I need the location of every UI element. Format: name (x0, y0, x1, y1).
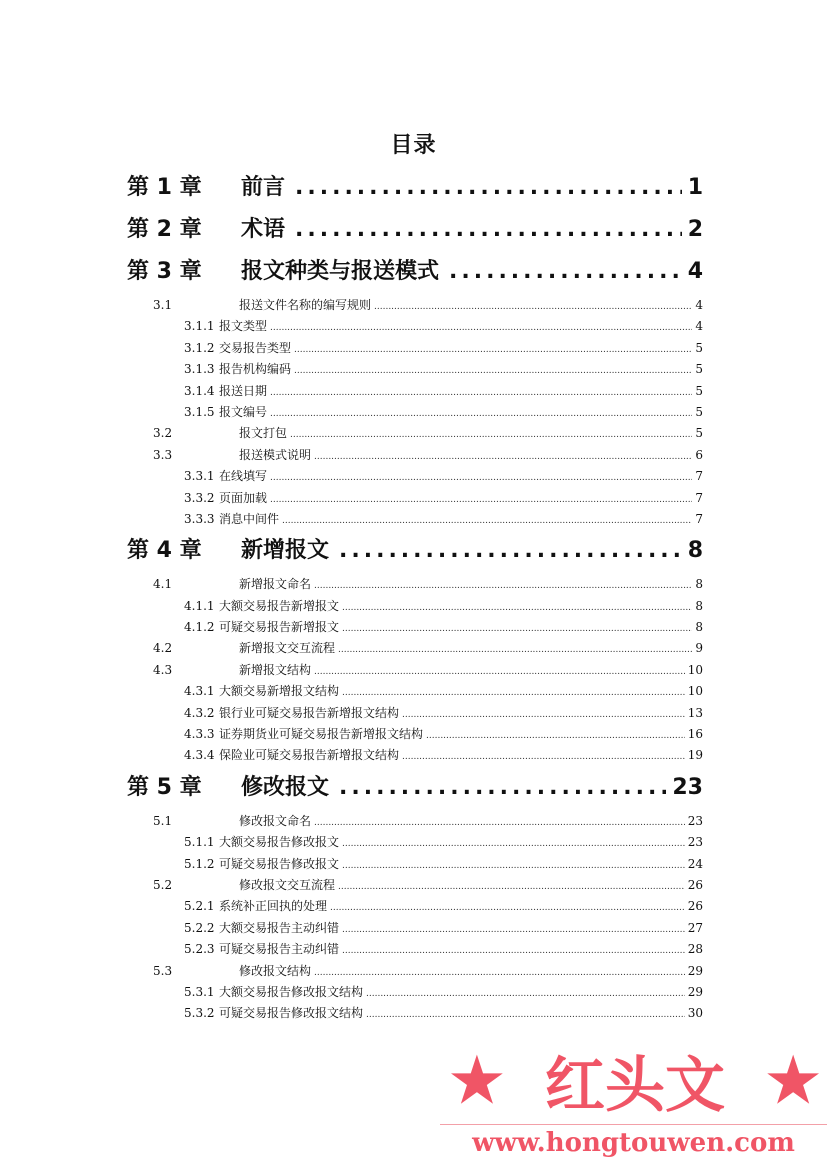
toc-number: 3.1.3 (184, 362, 215, 377)
toc-page-number: 26 (687, 877, 703, 892)
toc-chapter[interactable] (127, 533, 703, 575)
toc-title: 新增报文 (241, 538, 330, 564)
toc-title: 银行业可疑交易报告新增报文结构 (219, 705, 400, 720)
toc-subsection[interactable] (127, 382, 703, 403)
toc-number: 3.3 (153, 447, 173, 462)
toc-leader-dots (342, 688, 685, 698)
toc-title: 报文编号 (219, 404, 268, 419)
toc-number: 5.2.3 (184, 942, 215, 957)
toc-title: 修改报文 (241, 774, 330, 800)
toc-number: 4.1 (153, 577, 173, 592)
toc-number: 5.2 (153, 877, 173, 892)
toc-number: 3.1.1 (184, 319, 215, 334)
toc-leader-dots (342, 839, 685, 849)
toc-number: 第 4 章 (127, 538, 202, 564)
toc-subsection[interactable] (127, 597, 703, 618)
toc-subsection[interactable] (127, 704, 703, 725)
toc-title: 报送模式说明 (239, 447, 312, 462)
toc-section[interactable] (127, 812, 703, 833)
toc-page-number: 30 (687, 1006, 703, 1021)
toc-page-number: 26 (687, 899, 703, 914)
toc-subsection[interactable] (127, 339, 703, 360)
toc-leader-dots (342, 946, 685, 956)
toc-number: 5.3 (153, 963, 173, 978)
toc-subsection[interactable] (127, 1004, 703, 1025)
toc-number: 3.2 (153, 426, 173, 441)
toc-subsection[interactable] (127, 467, 703, 488)
toc-subsection[interactable] (127, 317, 703, 338)
toc-number: 3.3.3 (184, 511, 215, 526)
toc-title: 在线填写 (219, 469, 268, 484)
toc-leader-dots (366, 989, 685, 999)
toc-page-number: 23 (687, 813, 703, 828)
toc-subsection[interactable] (127, 682, 703, 703)
toc-title: 新增报文交互流程 (239, 641, 336, 656)
toc-title: 证券期货业可疑交易报告新增报文结构 (219, 727, 424, 742)
toc-leader-dots (270, 388, 692, 398)
toc-number: 4.2 (153, 641, 173, 656)
toc-page-number: 27 (687, 920, 703, 935)
toc-page-number: 8 (695, 577, 703, 592)
toc-title: 报告机构编码 (219, 362, 292, 377)
toc-number: 3.1.2 (184, 340, 215, 355)
toc-page-number: 5 (695, 362, 703, 377)
toc-title: 可疑交易报告新增报文 (219, 620, 340, 635)
toc-chapter[interactable] (127, 212, 703, 254)
toc-leader-dots (366, 1010, 685, 1020)
toc-leader-dots (374, 302, 692, 312)
toc-number: 3.3.2 (184, 490, 215, 505)
toc-subsection[interactable] (127, 725, 703, 746)
toc-title: 大额交易新增报文结构 (219, 684, 340, 699)
toc-number: 4.1.1 (184, 598, 215, 613)
toc-title: 系统补正回执的处理 (219, 899, 328, 914)
toc-leader-dots (295, 217, 682, 242)
toc-leader-dots (342, 603, 692, 613)
toc-chapter[interactable] (127, 770, 703, 812)
toc-leader-dots (294, 345, 692, 355)
toc-number: 5.1 (153, 813, 173, 828)
toc-page-number: 28 (687, 942, 703, 957)
toc-leader-dots (290, 430, 692, 440)
toc-number: 4.3.2 (184, 705, 215, 720)
toc-title: 页面加载 (219, 490, 268, 505)
toc-title: 大额交易报告新增报文 (219, 598, 340, 613)
toc-section[interactable] (127, 296, 703, 317)
toc-page-number: 8 (687, 538, 703, 564)
toc-section[interactable] (127, 424, 703, 445)
toc-title: 交易报告类型 (219, 340, 292, 355)
toc-page-number: 5 (695, 383, 703, 398)
toc-leader-dots (314, 968, 685, 978)
toc-title: 报文打包 (239, 426, 288, 441)
toc-title: 修改报文交互流程 (239, 877, 336, 892)
toc-subsection[interactable] (127, 403, 703, 424)
toc-chapter[interactable] (127, 254, 703, 296)
toc-section[interactable] (127, 639, 703, 660)
toc-number: 5.3.1 (184, 984, 215, 999)
toc-title: 报文类型 (219, 319, 268, 334)
toc-number: 3.1 (153, 298, 173, 312)
watermark-divider (440, 1124, 827, 1125)
toc-leader-dots (449, 259, 682, 284)
toc-number: 3.1.4 (184, 383, 215, 398)
toc-page-number: 23 (687, 835, 703, 850)
toc-page-number: 8 (695, 598, 703, 613)
toc-subsection[interactable] (127, 983, 703, 1004)
toc-page-number: 2 (687, 217, 703, 242)
toc-subsection[interactable] (127, 919, 703, 940)
toc-leader-dots (270, 473, 692, 483)
toc-number: 5.3.2 (184, 1006, 215, 1021)
toc-section[interactable] (127, 962, 703, 983)
toc-title: 报文种类与报送模式 (241, 259, 440, 284)
toc-page-number: 19 (687, 748, 703, 763)
toc-number: 4.1.2 (184, 620, 215, 635)
toc-subsection[interactable] (127, 360, 703, 381)
toc-page-number: 16 (687, 727, 703, 742)
toc-number: 4.3 (153, 662, 173, 677)
toc-page-number: 7 (695, 490, 703, 505)
toc-title: 可疑交易报告修改报文 (219, 856, 340, 871)
toc-page-number: 7 (695, 469, 703, 484)
toc-leader-dots (314, 452, 692, 462)
toc-number: 5.1.2 (184, 856, 215, 871)
toc-page-number: 9 (695, 641, 703, 656)
toc-number: 3.3.1 (184, 469, 215, 484)
toc-title: 修改报文命名 (239, 813, 312, 828)
toc-page-number: 8 (695, 620, 703, 635)
toc-page-number: 29 (687, 963, 703, 978)
table-of-contents (127, 170, 703, 1026)
toc-section[interactable] (127, 876, 703, 897)
toc-section[interactable] (127, 575, 703, 596)
toc-number: 第 5 章 (127, 774, 202, 800)
toc-title: 消息中间件 (219, 511, 280, 526)
toc-title: 可疑交易报告主动纠错 (219, 942, 340, 957)
toc-section[interactable] (127, 446, 703, 467)
toc-page-number: 24 (687, 856, 703, 871)
toc-subsection[interactable] (127, 618, 703, 639)
toc-title: 新增报文命名 (239, 577, 312, 592)
toc-title: 报送日期 (219, 383, 268, 398)
toc-number: 第 3 章 (127, 259, 202, 284)
toc-leader-dots (339, 538, 682, 563)
toc-number: 5.1.1 (184, 835, 215, 850)
toc-leader-dots (338, 645, 692, 655)
toc-subsection[interactable] (127, 510, 703, 531)
toc-page-number: 10 (687, 684, 703, 699)
toc-leader-dots (402, 752, 685, 762)
toc-title: 修改报文结构 (239, 963, 312, 978)
toc-leader-dots (282, 516, 692, 526)
toc-number: 第 1 章 (127, 175, 202, 200)
toc-subsection[interactable] (127, 897, 703, 918)
toc-chapter[interactable] (127, 170, 703, 212)
toc-leader-dots (270, 409, 692, 419)
toc-title: 保险业可疑交易报告新增报文结构 (219, 748, 400, 763)
toc-leader-dots (270, 323, 692, 333)
star-icon: ★ (766, 1046, 820, 1116)
toc-page-number: 1 (687, 175, 703, 200)
toc-title: 新增报文结构 (239, 662, 312, 677)
toc-page-number: 7 (695, 511, 703, 526)
toc-leader-dots (339, 775, 666, 800)
toc-leader-dots (330, 903, 685, 913)
toc-leader-dots (314, 818, 685, 828)
toc-section[interactable] (127, 661, 703, 682)
toc-title: 大额交易报告修改报文结构 (219, 984, 364, 999)
toc-leader-dots (270, 495, 692, 505)
toc-number: 4.3.3 (184, 727, 215, 742)
toc-page-number: 29 (687, 984, 703, 999)
toc-title: 前言 (241, 175, 286, 200)
toc-leader-dots (338, 882, 685, 892)
toc-page-number: 5 (695, 404, 703, 419)
toc-page-number: 4 (695, 319, 703, 334)
toc-number: 第 2 章 (127, 217, 202, 242)
toc-page-number: 23 (672, 774, 703, 800)
toc-number: 5.2.2 (184, 920, 215, 935)
toc-title: 大额交易报告修改报文 (219, 835, 340, 850)
toc-number: 4.3.4 (184, 748, 215, 763)
star-icon: ★ (450, 1046, 504, 1116)
watermark-url: www.hongtouwen.com (472, 1128, 795, 1158)
toc-leader-dots (294, 366, 692, 376)
toc-leader-dots (426, 731, 685, 741)
toc-leader-dots (295, 175, 682, 200)
toc-page-number: 5 (695, 426, 703, 441)
toc-number: 5.2.1 (184, 899, 215, 914)
toc-subsection[interactable] (127, 746, 703, 767)
toc-page-number: 4 (687, 259, 703, 284)
toc-leader-dots (342, 624, 692, 634)
toc-page-number: 5 (695, 340, 703, 355)
toc-number: 4.3.1 (184, 684, 215, 699)
toc-number: 3.1.5 (184, 404, 215, 419)
toc-leader-dots (402, 710, 685, 720)
toc-page-number: 6 (695, 447, 703, 462)
toc-title: 报送文件名称的编写规则 (239, 298, 372, 312)
toc-leader-dots (314, 667, 685, 677)
watermark (440, 1040, 827, 1170)
toc-title: 可疑交易报告修改报文结构 (219, 1006, 364, 1021)
toc-page-number: 4 (695, 298, 703, 312)
toc-subsection[interactable] (127, 855, 703, 876)
toc-leader-dots (342, 925, 685, 935)
toc-title: 大额交易报告主动纠错 (219, 920, 340, 935)
toc-leader-dots (342, 861, 685, 871)
toc-subsection[interactable] (127, 489, 703, 510)
watermark-text: 红头文 (545, 1051, 725, 1121)
toc-page-number: 10 (687, 662, 703, 677)
toc-subsection[interactable] (127, 833, 703, 854)
toc-title: 术语 (241, 217, 286, 242)
toc-page-number: 13 (687, 705, 703, 720)
toc-subsection[interactable] (127, 940, 703, 961)
page-title: 目录 (390, 133, 437, 158)
toc-leader-dots (314, 581, 692, 591)
